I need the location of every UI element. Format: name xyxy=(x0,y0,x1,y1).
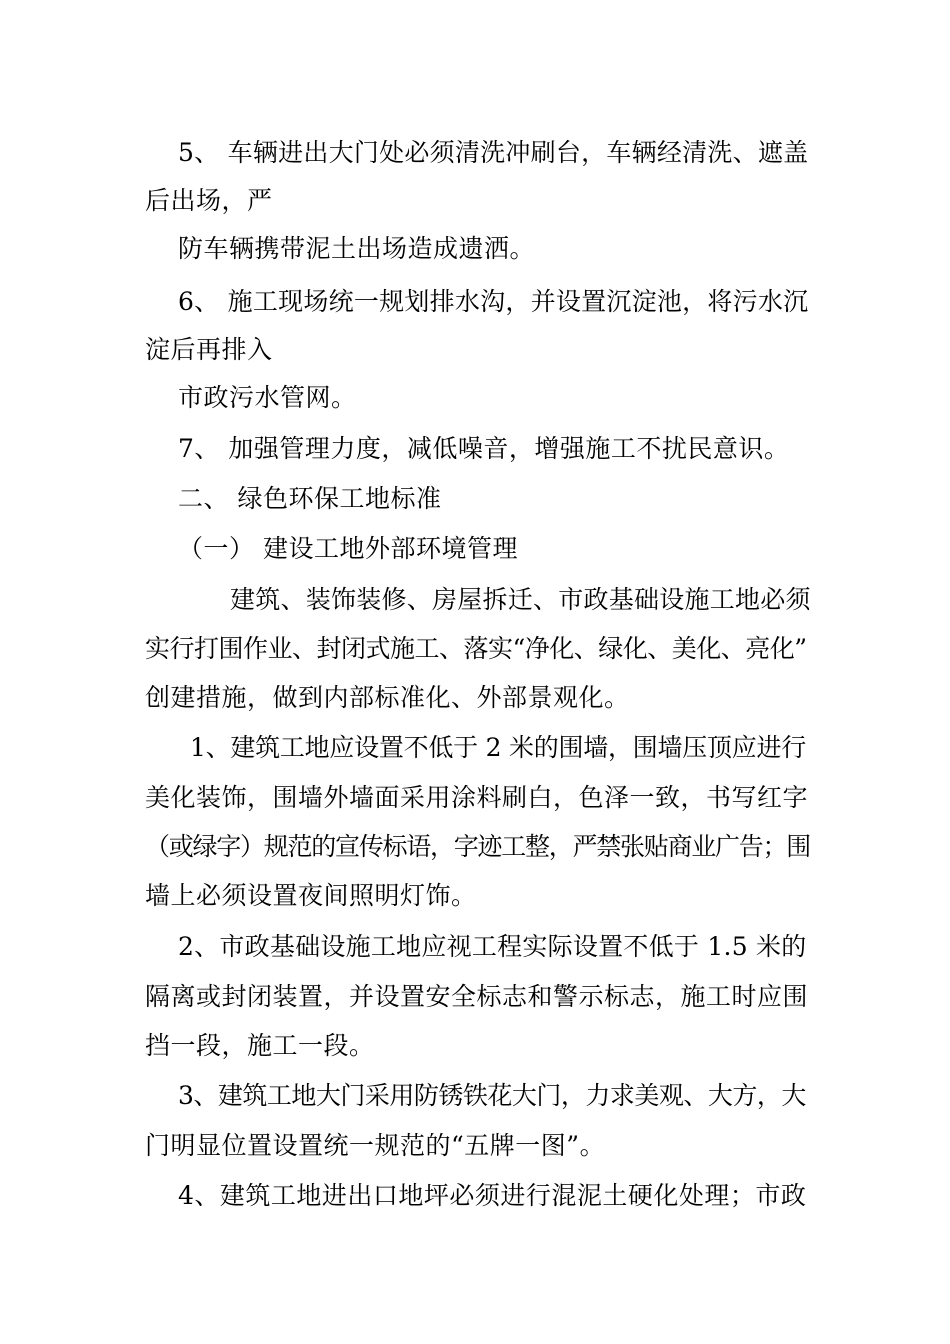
text-line: 4、建筑工地进出口地坪必须进行混泥土硬化处理；市政 xyxy=(178,1181,807,1210)
text-line: 淀后再排入 xyxy=(145,335,273,364)
text-line: 挡一段，施工一段。 xyxy=(145,1031,375,1060)
text-line: （或绿字）规范的宣传标语，字迹工整，严禁张贴商业广告；围 xyxy=(145,832,811,861)
section-heading: 二、 绿色环保工地标准 xyxy=(178,484,442,513)
text-line: 美化装饰，围墙外墙面采用涂料刷白，色泽一致，书写红字 xyxy=(145,783,809,812)
text-line: 防车辆携带泥土出场造成遗洒。 xyxy=(178,234,536,263)
text-line: 5、 车辆进出大门处必须清洗冲刷台，车辆经清洗、遮盖 xyxy=(178,138,809,167)
text-line: 3、建筑工地大门采用防锈铁花大门，力求美观、大方，大 xyxy=(178,1081,806,1110)
text-line: 2、市政基础设施工地应视工程实际设置不低于 1.5 米的 xyxy=(178,932,807,961)
text-line: 墙上必须设置夜间照明灯饰。 xyxy=(145,881,477,910)
text-line: 实行打围作业、封闭式施工、落实“净化、绿化、美化、亮化” xyxy=(145,634,807,663)
text-line: 7、 加强管理力度，减低噪音，增强施工不扰民意识。 xyxy=(178,434,790,463)
text-line: 创建措施，做到内部标准化、外部景观化。 xyxy=(145,683,630,712)
text-line: 市政污水管网。 xyxy=(178,383,357,412)
text-line: 隔离或封闭装置，并设置安全标志和警示标志，施工时应围 xyxy=(145,982,809,1011)
text-line: 门明显位置设置统一规范的“五牌一图”。 xyxy=(145,1131,606,1160)
text-line: 1、建筑工地应设置不低于 2 米的围墙，围墙压顶应进行 xyxy=(190,733,806,762)
text-line: 6、 施工现场统一规划排水沟，并设置沉淀池，将污水沉 xyxy=(178,287,809,316)
subsection-heading: （一） 建设工地外部环境管理 xyxy=(178,534,518,563)
text-line: 建筑、装饰装修、房屋拆迁、市政基础设施工地必须 xyxy=(230,585,811,614)
text-line: 后出场，严 xyxy=(145,186,273,215)
